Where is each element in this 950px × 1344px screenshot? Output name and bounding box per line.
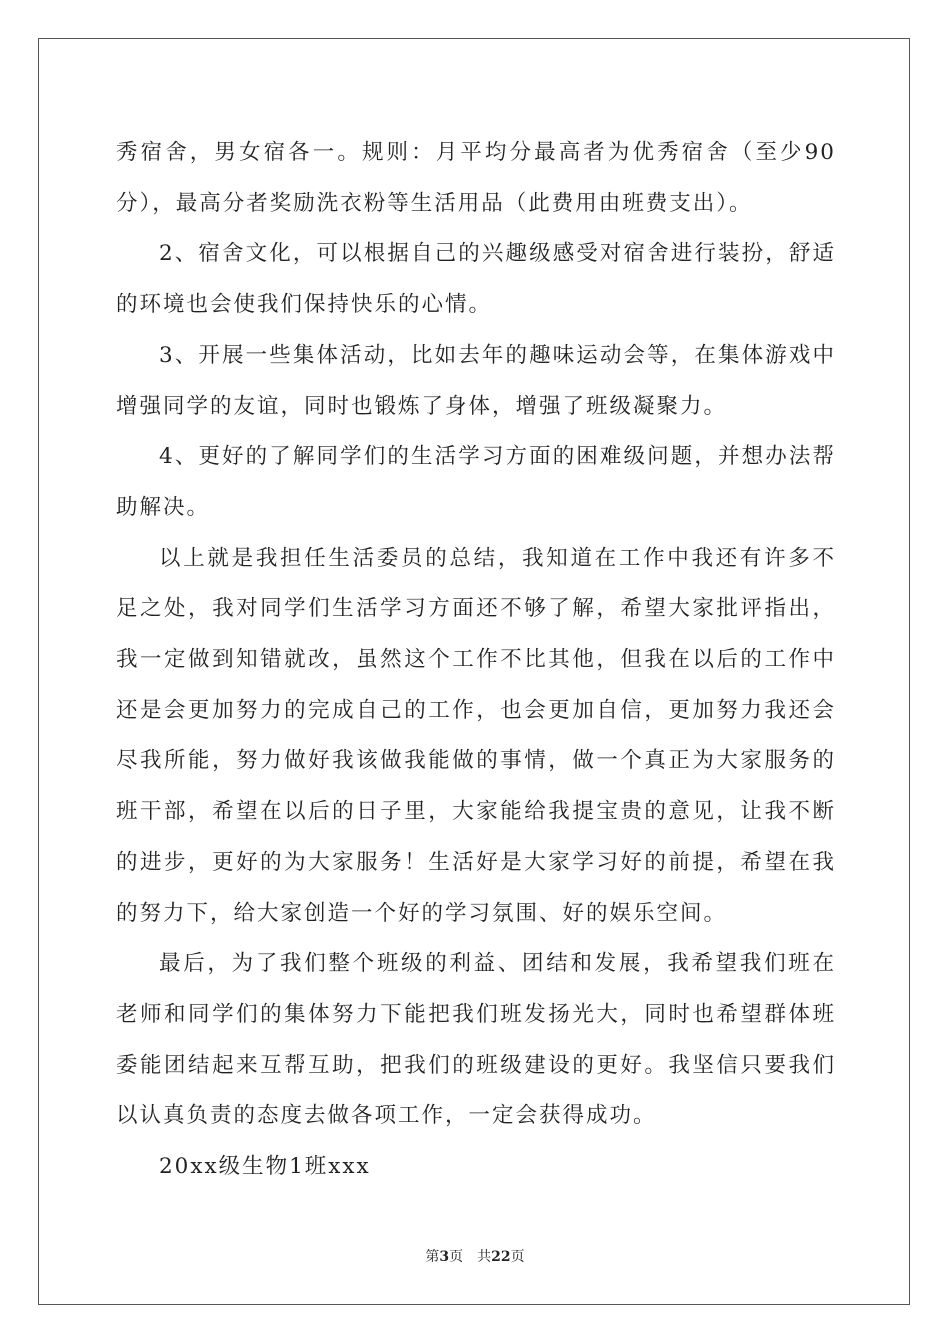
page-footer [0,1248,950,1266]
paragraph-conclusion: 最后，为了我们整个班级的利益、团结和发展，我希望我们班在老师和同学们的集体努力下能把我们班发扬光大，同时也希望群体班委能团结起来互帮互助，把我们的班级建设的更好。我坚信只要我们以认真负责的态度去做各项工作，一定会获得成功。 [116,951,836,1129]
signature: 20xx级生物1班xxx [159,1154,371,1180]
document-body [116,128,836,1193]
footer-total-prefix: 共 [477,1249,492,1265]
paragraph-help-students: 4、更好的了解同学们的生活学习方面的困难级问题，并想办法帮助解决。 [116,444,836,520]
footer-page-unit: 页 [449,1249,464,1265]
paragraph-summary: 以上就是我担任生活委员的总结，我知道在工作中我还有许多不足之处，我对同学们生活学习方面还不够了解，希望大家批评指出，我一定做到知错就改，虽然这个工作不比其他，但我在以后的工作中还是会更加努力的完成自己的工作，也会更加自信，更加努力我还会尽我所能，努力做好我该做我能做的事情，做一个真正为大家服务的班干部，希望在以后的日子里，大家能给我提宝贵的意见，让我不断的进步，更好的为大家服务！生活好是大家学习好的前提，希望在我的努力下，给大家创造一个好的学习氛围、好的娱乐空间。 [116,545,836,926]
footer-page-number: 3 [439,1249,450,1265]
paragraph-group-activities: 3、开展一些集体活动，比如去年的趣味运动会等，在集体游戏中增强同学的友谊，同时也锻炼了身体，增强了班级凝聚力。 [116,342,836,419]
paragraph-continued: 秀宿舍，男女宿各一。规则：月平均分最高者为优秀宿舍（至少90分），最高分者奖励洗衣粉等生活用品（此费用由班费支出）。 [116,140,836,216]
paragraph-dorm-culture: 2、宿舍文化，可以根据自己的兴趣级感受对宿舍进行装扮，舒适的环境也会使我们保持快乐的心情。 [116,241,836,318]
footer-page-prefix: 第 [425,1249,440,1265]
footer-total-unit: 页 [510,1249,525,1265]
footer-total-pages: 22 [491,1249,511,1265]
